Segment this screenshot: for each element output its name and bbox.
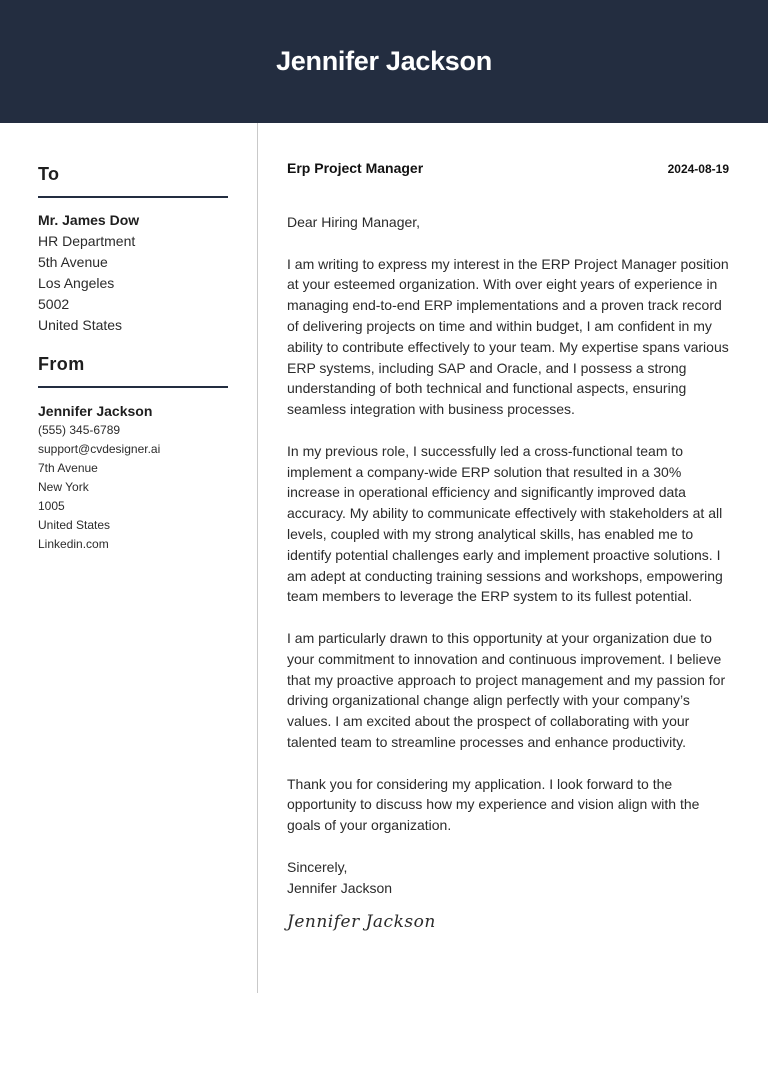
sender-block: [38, 401, 228, 554]
paragraph: I am particularly drawn to this opportunity at your organization due to your commitment to innovation and continuous improvement. I believe that my proactive approach to project management and my passion for driving organizational change align perfectly with your company’s values. I am excited about the prospect of collaborating with your talented team to streamline processes and enhance productivity.: [287, 629, 726, 750]
handwritten-signature: Jennifer Jackson: [287, 912, 436, 933]
letter-date: 2024-08-19: [667, 162, 729, 176]
from-section-title: From: [38, 354, 85, 374]
sender-city: New York: [38, 480, 89, 494]
recipient-name: Mr. James Dow: [38, 212, 140, 228]
sender-name: Jennifer Jackson: [38, 403, 153, 419]
letter-text: [287, 212, 729, 933]
recipient-city: Los Angeles: [38, 275, 115, 291]
paragraph: In my previous role, I successfully led a cross-functional team to implement a company-wide ERP solution that resulted in a 30% increase in operational efficiency and significantly improved data accuracy. My ability to communicate effectively with stakeholders at all levels, coupled with my strong analytical skills, has enabled me to identify potential challenges early and implement proactive solutions. I am adept at conducting training sessions and workshops, empowering team members to leverage the ERP system to its fullest potential.: [287, 442, 723, 605]
sender-street: 7th Avenue: [38, 461, 98, 475]
paragraph: I am writing to express my interest in the ERP Project Manager position at your esteemed organization. With over eight years of experience in managing end-to-end ERP implementations and a proven track record of delivering projects on time and within budget, I am confident in my ability to contribute effectively to your team. My expertise spans various ERP systems, including SAP and Oracle, and I possess a strong understanding of both technical and functional aspects, ensuring seamless integration with business processes.: [287, 255, 729, 418]
applicant-name: Jennifer Jackson: [276, 46, 492, 76]
recipient-postal-code: 5002: [38, 296, 70, 312]
recipient-block: [38, 210, 228, 336]
paragraph: Thank you for considering my application. I look forward to the opportunity to discuss how my experience and vision align with the goals of your organization.: [287, 775, 700, 834]
letter-body: [287, 160, 729, 933]
letter-heading: [287, 160, 729, 182]
from-section-rule: [38, 386, 228, 388]
column-divider: [257, 123, 258, 993]
sender-postal-code: 1005: [38, 499, 65, 513]
greeting: Dear Hiring Manager,: [287, 214, 421, 230]
sender-phone: (555) 345-6789: [38, 423, 121, 437]
recipient-street: 5th Avenue: [38, 254, 108, 270]
sidebar: [38, 160, 228, 554]
sender-linkedin: Linkedin.com: [38, 537, 109, 551]
closing: Sincerely,: [287, 858, 348, 875]
header-banner: [0, 0, 768, 123]
to-section-rule: [38, 196, 228, 198]
sender-email: support@cvdesigner.ai: [38, 442, 161, 456]
signer-name: Jennifer Jackson: [287, 879, 393, 896]
to-section-title: To: [38, 164, 60, 184]
sender-country: United States: [38, 518, 111, 532]
recipient-department: HR Department: [38, 233, 136, 249]
job-title: Erp Project Manager: [287, 160, 424, 176]
recipient-country: United States: [38, 317, 123, 333]
